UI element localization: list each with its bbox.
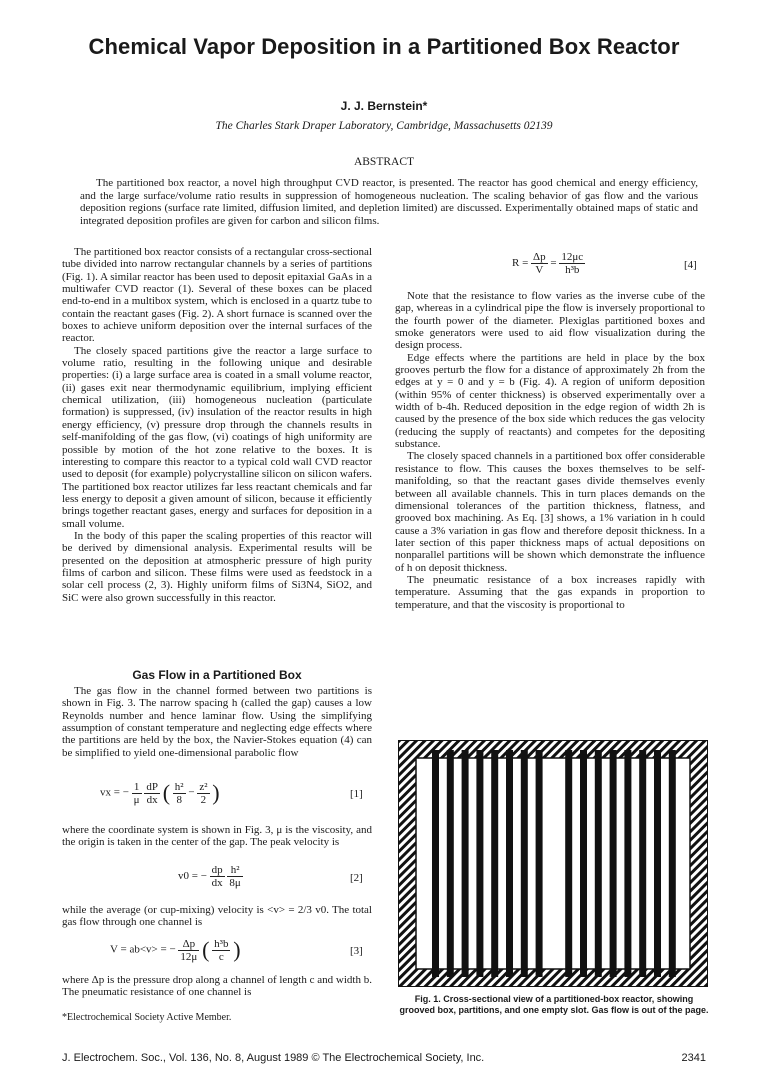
paragraph: The pneumatic resistance of a box increases rapidly with temperature. Assuming that the gas expands in proportion to temperature, and that the viscosity is proportional to [395, 573, 705, 611]
author: J. J. Bernstein* [340, 99, 428, 113]
left-column-text-4 [62, 974, 372, 999]
partition [654, 750, 661, 977]
paper-title: Chemical Vapor Deposition in a Partitioned Box Reactor [88, 34, 680, 59]
equation-1: vx = − $\frac{1}{\mu}$ $\frac{dP}{dx}$ ( $\frac{\text{h²}}{8}$ − $\frac{\text{z²}}{2}$ ) [1] [100, 780, 363, 806]
eq4-lhs: R = [512, 257, 529, 270]
eq4-label: [4] [684, 259, 697, 271]
eq4-d: V [535, 264, 544, 276]
abstract-heading: ABSTRACT [353, 156, 415, 168]
eq4-n: Δp [533, 251, 546, 263]
paragraph: while the average (or cup-mixing) velocity is <v> = 2/3 v0. The total gas flow through one channel is [62, 904, 372, 929]
eq2-d2: 8μ [229, 877, 241, 889]
partition [639, 750, 646, 977]
partition [447, 750, 454, 977]
paragraph: In the body of this paper the scaling properties of this reactor will be derived by dimensional analysis. Experimental results will be presented on the deposition at atmospheric pressure of high purity films of carbon and silicon. These films were used as feedstock in a solar cell process (2, 3). Highly uniform films of Si3N4, SiO2, and SiC were also grown successfully in this reactor. [62, 529, 372, 604]
equation-3: V = ab<v> = − $\frac{\Delta p}{12\mu}$ ( $\frac{\text{h³b}}{c}$ ) [3] [110, 937, 363, 963]
eq2-n: dp [211, 864, 223, 876]
paragraph: The partitioned box reactor consists of a rectangular cross-sectional tube divided into narrow rectangular channels by a series of partitions (Fig. 1). A similar reactor has been used to deposit epitaxial GaAs in a multiwafer CVD reactor (1). Several of these boxes can be placed end-to-end in a multibox system, which is enclosed in a quartz tube to contain the reactant gases (Fig. 2). A short furnace is scanned over the boxes to achieve uniform deposition over the internal surfaces of the reactor. [62, 246, 372, 345]
paragraph: The closely spaced channels in a partitioned box offer considerable resistance to flow. This causes the boxes themselves to be self-manifolding, so that the reactant gases divide themselves evenly between all available channels. This in turn places demands on the dimensional tolerances of the partition thickness, flatness, and grooved box machining. As Eq. [3] shows, a 1% variation in h could cause a 3% variation in gas flow and therefore deposit thickness. In a later section of this paper thickness maps of actual depositions on nonparallel partitions will be shown which demonstrate the influence of h on deposit thickness. [395, 450, 705, 574]
paragraph: Note that the resistance to flow varies as the inverse cube of the gap, whereas in a cylindrical pipe the flow is inversely proportional to the fourth power of the diameter. Plexiglas partitioned boxes and smoke generators were used to aid flow visualization during the design process. [395, 290, 705, 352]
affiliation: The Charles Stark Draper Laboratory, Cambridge, Massachusetts 02139 [215, 120, 553, 132]
page-number: 2341 [681, 1052, 706, 1064]
paragraph: Edge effects where the partitions are held in place by the box grooves perturb the flow for a distance of approximately 2h from the edges at y = 0 and y = b (Fig. 4). A region of uniform deposition (within 95% of center thickness) is observed experimentally over a width of b-4h. Reduced deposition in the edge region of width 2h is caused by the presence of the box side which reduces the gas velocity (reducing the supply of reactants) and competes for the depositing substance. [395, 351, 705, 451]
eq3-label: [3] [350, 945, 363, 957]
paragraph: where the coordinate system is shown in Fig. 3, μ is the viscosity, and the origin is taken in the center of the gap. The peak velocity is [62, 824, 372, 849]
eq4-n2: 12μc [561, 251, 584, 263]
partition [491, 750, 498, 977]
eq3-n2: h³b [214, 937, 229, 950]
right-column [395, 290, 705, 611]
box-cavity [416, 758, 690, 969]
eq1-ad: 8 [176, 793, 182, 806]
partition [476, 750, 483, 977]
abstract-text: The partitioned box reactor, a novel high throughput CVD reactor, is presented. The reactor has good chemical and energy efficiency, and the large surface/volume ratio results in suppression of homogeneous nucleation. The scaling behavior of gas flow and the various deposition regions (surface rate limited, diffusion limited, and depletion limited) are discussed. Experimentally obtained maps of static and integrated deposition profiles are given for carbon and silicon films. [80, 177, 698, 227]
eq2-d: dx [211, 877, 223, 889]
eq1-den: μ [133, 793, 140, 806]
partition [669, 750, 676, 977]
paragraph: The closely spaced partitions give the reactor a large surface to volume ratio, resulting in the following unique and desirable properties: (i) a large surface area is coated in a small volume reactor, (ii) gases exit near thermodynamic equilibrium, implying efficient chemical utilization, (iii) homogeneous nucleation (particulate formation) is suppressed, (iv) insulation of the reactor results in high energy efficiency, (v) pressure drop through the channels results in self-manifolding of the gas flow, (vi) coatings of high uniformity are possible by motion of the hot zone relative to the boxes. It is interesting to compare this reactor to a typical cold wall CVD reactor used to deposit (for example) polycrystalline silicon on silicon wafers. The partitioned box reactor utilizes far less reactant chemicals and far less energy to deposit a given amount of silicon, because it efficiently brings together reactant gases, energy and surfaces for deposition in a small volume. [62, 344, 372, 530]
eq1-lhs: vx = − [100, 786, 129, 799]
left-column-text-3 [62, 904, 372, 929]
paragraph: where Δp is the pressure drop along a channel of length c and width b. The pneumatic resistance of one channel is [62, 974, 372, 999]
equation-4: R = $\frac{\Delta p}{V}$ = $\frac{12\mu c}{\text{h³b}}$ [4] [512, 251, 697, 276]
left-column-text-2 [62, 824, 372, 849]
eq3-d2: c [218, 950, 224, 963]
partition [595, 750, 602, 977]
partition [521, 750, 528, 977]
eq3-lhs: V = ab<v> = − [110, 943, 176, 956]
paragraph: The gas flow in the channel formed between two partitions is shown in Fig. 3. The narrow spacing h (called the gap) causes a low Reynolds number and hence laminar flow. Using the simplifying assumption of constant temperature and neglecting edge effects where the partitions are held by the box, the Navier-Stokes equation (4) can be simplified to yield one-dimensional parabolic flow [62, 685, 372, 759]
left-column-intro [62, 246, 372, 604]
eq2-lhs: v0 = − [178, 870, 207, 883]
eq1-label: [1] [350, 788, 363, 800]
partition [565, 750, 572, 977]
partition [624, 750, 631, 977]
section-heading: Gas Flow in a Partitioned Box [132, 668, 302, 682]
eq1-num: 1 [132, 781, 142, 794]
eq3-n: Δp [178, 938, 199, 951]
left-column-section [62, 685, 372, 759]
figure-caption: Fig. 1. Cross-sectional view of a partitioned-box reactor, showing grooved box, partitions, and one empty slot. Gas flow is out of the page. [399, 994, 709, 1015]
eq1-b: z² [199, 780, 208, 793]
eq1-a: h² [174, 780, 184, 793]
figure-1-partitioned-box [398, 740, 708, 987]
eq3-d: 12μ [180, 950, 198, 963]
partition [462, 750, 469, 977]
partition [580, 750, 587, 977]
eq4-d2: h³b [565, 264, 580, 276]
footnote: *Electrochemical Society Active Member. [62, 1012, 232, 1023]
partition [506, 750, 513, 977]
journal-footer: J. Electrochem. Soc., Vol. 136, No. 8, August 1989 © The Electrochemical Society, Inc. [62, 1052, 485, 1064]
eq1-f2d: dx [146, 793, 158, 806]
eq2-label: [2] [350, 872, 363, 884]
eq1-f2n: dP [146, 780, 158, 793]
partition [432, 750, 439, 977]
partition [610, 750, 617, 977]
eq1-bd: 2 [200, 793, 207, 806]
equation-2 [178, 864, 372, 889]
partition [536, 750, 543, 977]
eq2-n2: h² [227, 864, 242, 877]
